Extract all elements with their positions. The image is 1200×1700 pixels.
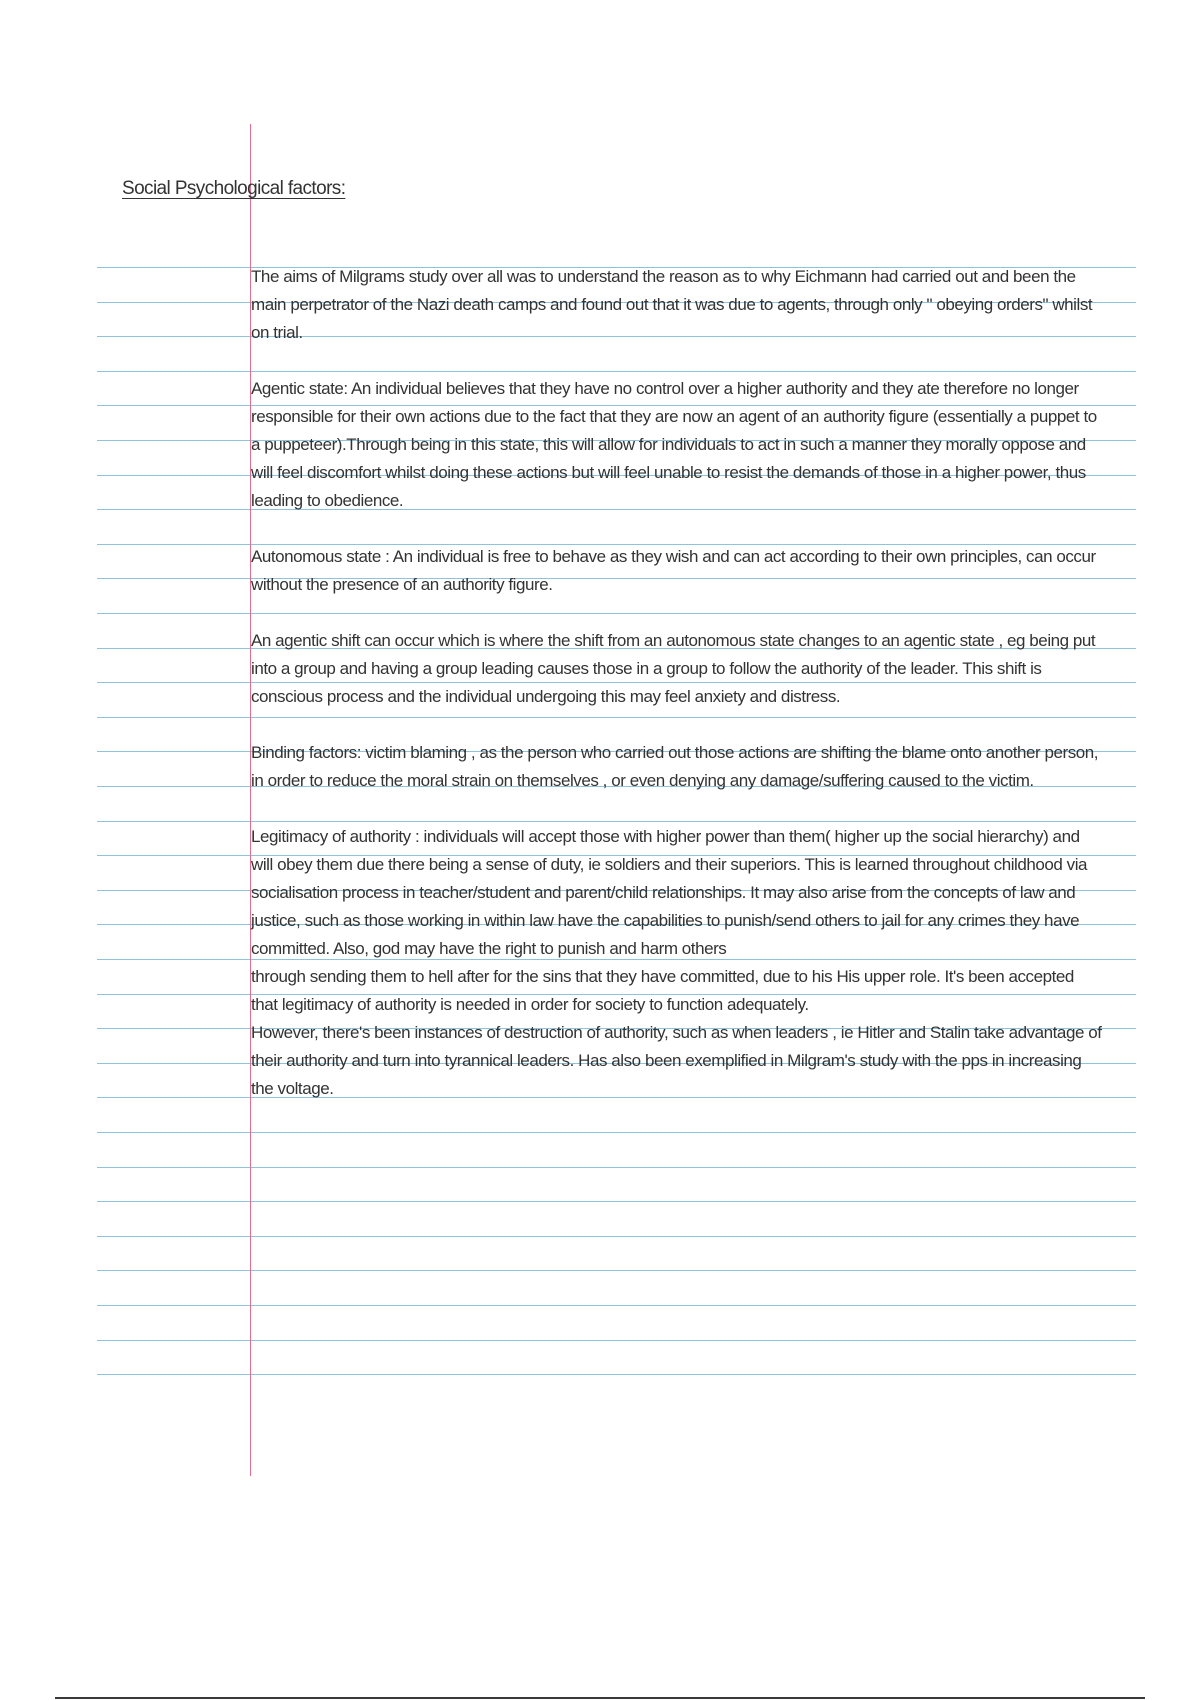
- text-line: will feel discomfort whilst doing these actions but will feel unable to resist the demands of those in a higher power, thus: [251, 463, 1086, 482]
- text-line: Autonomous state : An individual is free to behave as they wish and can act according to their own principles, can occur: [251, 547, 1096, 566]
- text-line: that legitimacy of authority is needed in order for society to function adequately.: [251, 995, 809, 1014]
- text-line: Legitimacy of authority : individuals will accept those with higher power than them( higher up the social hierarchy) and: [251, 827, 1080, 846]
- text-line: conscious process and the individual undergoing this may feel anxiety and distress.: [251, 687, 841, 706]
- text-line: An agentic shift can occur which is where the shift from an autonomous state changes to an agentic state , eg being put: [251, 631, 1096, 650]
- rule-line: [97, 1201, 1136, 1202]
- text-line: a puppeteer).Through being in this state, this will allow for individuals to act in such a manner they morally oppose and: [251, 435, 1086, 454]
- rule-line: [97, 1236, 1136, 1237]
- text-line: main perpetrator of the Nazi death camps and found out that it was due to agents, through only " obeying orders" whilst: [251, 295, 1093, 314]
- text-line: leading to obedience.: [251, 491, 404, 510]
- paragraph-legitimacy-of-authority: [251, 823, 1117, 1019]
- rule-line: [97, 1374, 1136, 1375]
- text-line: Agentic state: An individual believes that they have no control over a higher authority and they ate therefore no longer: [251, 379, 1079, 398]
- rule-line: [97, 1270, 1136, 1271]
- text-line: through sending them to hell after for the sins that they have committed, due to his His upper role. It's been accepted: [251, 967, 1074, 986]
- text-line: socialisation process in teacher/student and parent/child relationships. It may also arise from the concepts of law and: [251, 883, 1076, 902]
- rule-line: [97, 1167, 1136, 1168]
- paragraph-binding-factors: [251, 739, 1117, 795]
- text-line: the voltage.: [251, 1079, 334, 1098]
- paragraph-autonomous-state: [251, 543, 1117, 599]
- text-line: their authority and turn into tyrannical leaders. Has also been exemplified in Milgram's study with the pps in increasing: [251, 1051, 1082, 1070]
- text-line: committed. Also, god may have the right to punish and harm others: [251, 939, 727, 958]
- text-line: on trial.: [251, 323, 303, 342]
- text-line: will obey them due there being a sense of duty, ie soldiers and their superiors. This is learned throughout childhood via: [251, 855, 1088, 874]
- page-title: Social Psychological factors:: [122, 178, 346, 199]
- rule-line: [97, 1132, 1136, 1133]
- text-line: without the presence of an authority figure.: [251, 575, 553, 594]
- notes-body: [251, 263, 1117, 1103]
- text-line: into a group and having a group leading causes those in a group to follow the authority of the leader. This shift is: [251, 659, 1042, 678]
- text-line: However, there's been instances of destruction of authority, such as when leaders , ie Hitler and Stalin take advantage of: [251, 1023, 1102, 1042]
- text-line: Binding factors: victim blaming , as the person who carried out those actions are shifting the blame onto another person,: [251, 743, 1099, 762]
- rule-line: [97, 1340, 1136, 1341]
- text-line: justice, such as those working in within law have the capabilities to punish/send others to jail for any crimes they have: [251, 911, 1080, 930]
- page-bottom-divider: [55, 1697, 1145, 1699]
- text-line: responsible for their own actions due to the fact that they are now an agent of an authority figure (essentially a puppet to: [251, 407, 1097, 426]
- paragraph-agentic-shift: [251, 627, 1117, 711]
- paragraph-agentic-state: [251, 375, 1117, 515]
- paragraph-destruction-of-authority: [251, 1019, 1117, 1103]
- text-line: in order to reduce the moral strain on themselves , or even denying any damage/suffering caused to the victim.: [251, 771, 1034, 790]
- text-line: The aims of Milgrams study over all was to understand the reason as to why Eichmann had carried out and been the: [251, 267, 1076, 286]
- rule-line: [97, 1305, 1136, 1306]
- paragraph-milgram-aims: [251, 263, 1117, 347]
